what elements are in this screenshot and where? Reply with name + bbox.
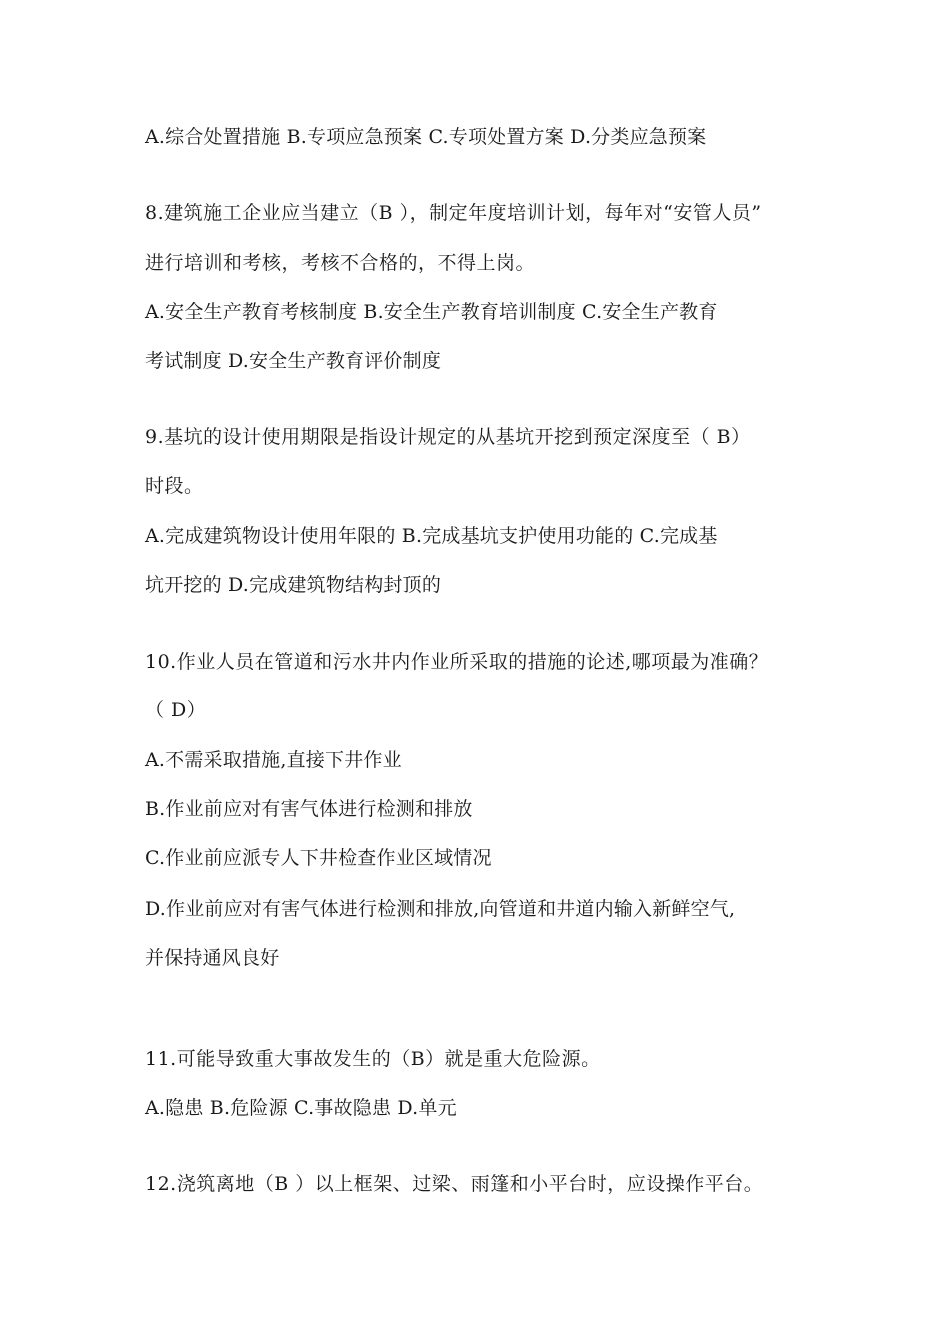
q12-stem: 12.浇筑离地（B ）以上框架、过梁、雨篷和小平台时，应设操作平台。 [145, 1173, 764, 1195]
q8-options-line2: 考试制度 D.安全生产教育评价制度 [145, 350, 442, 372]
q11-stem: 11.可能导致重大事故发生的（B）就是重大危险源。 [145, 1048, 601, 1070]
q10-option-b: B.作业前应对有害气体进行检测和排放 [145, 798, 473, 820]
q8-stem-line1: 8.建筑施工企业应当建立（B ），制定年度培训计划，每年对“安管人员” [145, 202, 762, 224]
q10-option-d-line2: 并保持通风良好 [145, 947, 280, 969]
q10-option-c: C.作业前应派专人下井检查作业区域情况 [145, 847, 492, 869]
q9-stem-line2: 时段。 [145, 475, 204, 497]
q9-stem-line1: 9.基坑的设计使用期限是指设计规定的从基坑开挖到预定深度至（ B） [145, 426, 751, 448]
q9-options-line1: A.完成建筑物设计使用年限的 B.完成基坑支护使用功能的 C.完成基 [145, 525, 718, 547]
q10-option-d-line1: D.作业前应对有害气体进行检测和排放,向管道和井道内输入新鲜空气, [145, 898, 736, 920]
q10-stem-line1: 10.作业人员在管道和污水井内作业所采取的措施的论述,哪项最为准确？ [145, 651, 769, 673]
q8-stem-line2: 进行培训和考核，考核不合格的，不得上岗。 [145, 252, 536, 274]
q10-option-a: A.不需采取措施,直接下井作业 [145, 749, 402, 771]
q8-options-line1: A.安全生产教育考核制度 B.安全生产教育培训制度 C.安全生产教育 [145, 301, 718, 323]
q7-options: A.综合处置措施 B.专项应急预案 C.专项处置方案 D.分类应急预案 [145, 126, 707, 148]
q10-stem-line2: （ D） [145, 699, 207, 721]
q11-options: A.隐患 B.危险源 C.事故隐患 D.单元 [145, 1097, 457, 1119]
q9-options-line2: 坑开挖的 D.完成建筑物结构封顶的 [145, 574, 442, 596]
